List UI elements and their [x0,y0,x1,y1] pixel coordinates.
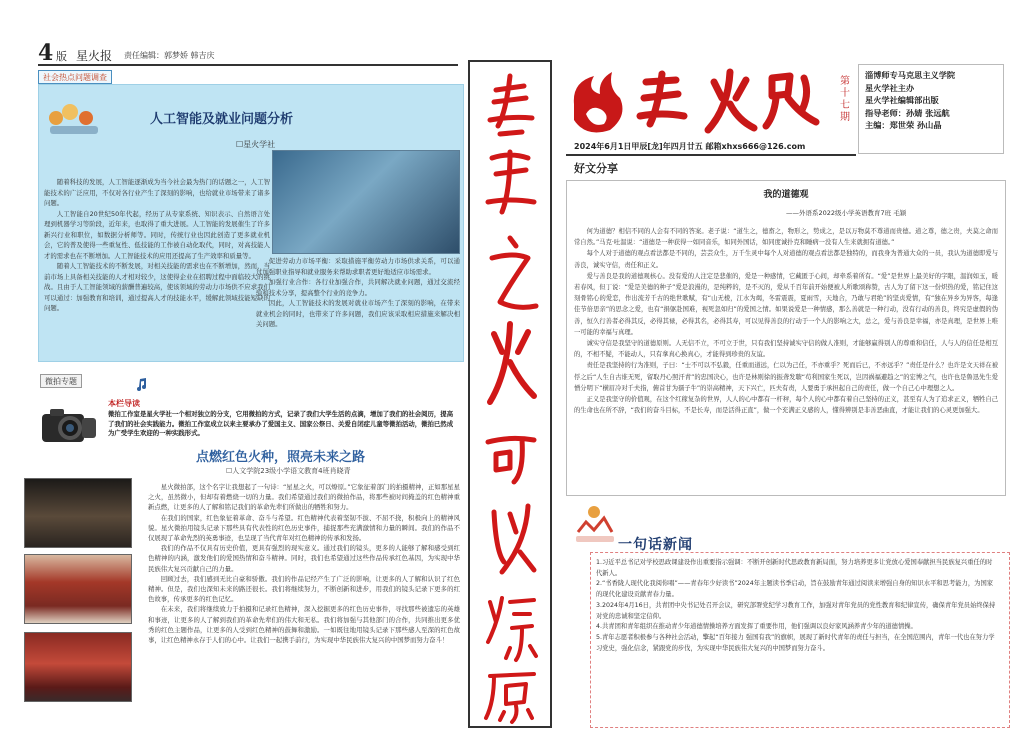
museum-photo-2 [24,554,132,624]
museum-photo-3 [24,632,132,702]
page-number: 4 [38,40,54,66]
left-page-header [38,40,458,66]
section-tag-microshoot: 微拍专题 [40,374,82,388]
ai-article-byline: ☐星火学社 [236,140,276,149]
calligraphy-brush-strokes [470,62,550,726]
paragraph: 在我们的国家，红色象征着革命、奋斗与希望。红色精神代表着坚韧不拔、不屈不挠，积极向上的精神风貌。星火微拍用镜头记录下那些具有代表性的红色历史事件，捕捉那些充满激情和力量的瞬间。我们的作品不仅展现了革命先烈的英勇事迹，也呈现了当代青年对红色精神的传承和发扬。 [148,513,460,543]
good-article-heading: 好文分享 [574,162,618,175]
workers-photo [272,150,460,254]
music-note-icon [136,378,148,392]
camera-icon [40,404,98,446]
paragraph: 人工智能自20世纪50年代起，经历了从专家系统、知识表示、自然语言处理到机器学习等阶段，近年来，也取得了重大进展。人工智能的发展催生了许多新兴行业和职位，如数据分析师等。同时，传统行业也因此创造了更多就业机会，它的普及使得一些重复性、低技能的工作被自动化取代，同时，对高技能人才的需求也在不断增加。人工智能技术的应用还提高了生产效率和质量等。 [44,209,270,260]
column-guide-text: 微拍工作室是星火学社一个相对独立的分支，它用微拍的方式，记录了我们大学生活的点滴，增加了我们的社会阅历，提高了我们的社会实践能力。微拍工作室成立以来主要承办了爱国主义、国家公祭日、关爱自闭症儿童等微拍活动，微拍已然成为广受学生欢迎的一种实践形式。 [108,410,454,437]
essay-title: 我的道德观 [763,190,809,200]
paragraph: 在未来，我们将继续致力于拍摄和记录红色精神，深入挖掘更多的红色历史事件，寻找那些被遗忘的英雄和事迹，让更多的人了解到我们的革命先辈们的伟大和无私。我们将加强与其他部门的合作，共同推出更多优秀的红色主题作品，让更多的人受到红色精神的鼓舞和激励。一如既往地用镜头记录下那些感人至深的红色故事，让红色精神永存于人们的心中。让我们一起携手前行，为实现中华民族伟大复兴的中国梦而努力奋斗！ [148,605,460,645]
paragraph: 随着人工智能技术的不断发展，对相关技能的需求也在不断增加，然而，当前市场上具备相关技能的人才相对较少，这使得企业在招聘过程中面临较大的挑战。且由于人工智能领域的薪酬普遍较高，使该领域的劳动力市场供不应求我们可以通过：加强教育和培训，通过提高人才的技能水平，缓解此领域技能短缺的问题。 [44,262,270,312]
ai-article-column-2 [256,256,460,356]
editors: 责任编辑：郭梦娇 韩吉庆 [124,51,215,60]
issue-number: 第十七期 [840,76,850,123]
paragraph: 责任是我坚持的行为准则，子曰：“士不可以不弘毅，任重而道远，仁以为己任，不亦重乎？死而后已，不亦远乎？”责任是什么？也许是文天祥在被俘之后“人生自古谁无死，留取丹心照汗青”的忠国决心，也许是林则徐的振聋发聩“苟利国家生死以，岂因祸福避趋之”的宏博之气，也许也是鲁迅先生爱憎分明下“横眉冷对千夫指，俯首甘为孺子牛”的崇高精神，天下兴亡，匹夫有责，人要勇于承担起自己的责任，做一个自己心中理想之人。 [574,362,998,392]
date-email-line: 2024年6月1日甲辰[龙]年四月廿五 邮箱xhxs666@126.com [574,142,806,151]
section-tag-social: 社会热点问题调查 [38,70,112,84]
paragraph: 促进劳动力市场平衡：采取措施平衡劳动力市场供求关系，可以通过加强职业指导和就业服务来帮助求职者更好地适应市场需求。 [256,257,460,276]
paragraph: 正义是我坚守的价值观，在这个红稼复杂的世界，人人的心中都有一杆秤，每个人的心中都有着自己坚持的正义，甚至有人为了追求正义，牺牲自己的生命也在所不辞，“我们的奋斗目标，不是长寿，而是活得正直”，做一个充满正义感的人，懂得辨别是非善恶曲直，才能让我们的心灵更加强大。 [574,396,998,415]
paragraph: 因此，人工智能技术的发展对就业市场产生了深刻的影响，在带来就业机会的同时，也带来了许多问题，我们应该采取相应措施来解决相关问题。 [256,299,460,328]
red-fire-article-title: 点燃红色火种，照亮未来之路 [196,450,366,465]
page-label: 版 [56,50,67,63]
ai-article-title: 人工智能及就业问题分析 [150,112,294,127]
divider [566,154,856,156]
info-line: 星火学社主办 [865,82,915,93]
paper-name: 星火报 [76,49,113,63]
paragraph: 我们的作品不仅具有历史价值，更具有强烈的现实意义。通过我们的镜头，更多的人能够了解和感受到红色精神的内涵，激发他们的爱国热情和奋斗精神。同时，我们也希望通过这些作品传承红色基因，为实现中华民族伟大复兴贡献自己的力量。 [148,544,460,573]
news-item: 4.共青团和青年组织在推动青少年道德情操培养方面发挥了重要作用，他们强调以良好家风涵养青少年的道德情操。 [596,623,917,631]
paragraph: 加强行业合作：各行业加强合作，共同解决就业问题，通过交流经验和技术分享，提高整个行业的竞争力。 [256,278,460,297]
news-decoration-icon [572,502,618,552]
paragraph: 回顾过去，我们感到无比自豪和骄傲。我们的作品记经产生了广泛的影响，让更多的人了解和认识了红色精神。但是，我们也深知未来的路还很长。我们将继续努力，不断创新和进步，用我们的镜头记录下更多的红色故事，传承更多的红色记忆。 [148,574,460,604]
news-item: 2.“书香陇人现代化我阅你唱”——青春年少好读书”2024年主题读书季启动，旨在鼓励青年通过阅读来增强自身的知识水平和思考能力，为国家的现代化建设贡献青春力量。 [596,580,994,599]
paragraph: 何为道德？相信不同的人会有不同的答案。老子说：“道生之，德畜之，物形之，势成之，是以万物莫不尊道而贵德。道之尊，德之贵，夫莫之命而常自然。”马克·吐温说：“道德是一种获得一如同音乐，如同外国话，如同度诚扑克和睡病一没有人生来就拥有道德。” [574,228,998,247]
column-guide-label: 本栏导读 [108,399,140,408]
essay-body [574,226,998,492]
masthead-logo [566,64,836,142]
paragraph: 每个人对于道德的观点看法都是不同的，芸芸众生，万千生灵中每个人对道德的观点看法都是独特的，而我身为普通大众的一员，我认为道德即爱与善良，诚实守信，责任和正义。 [574,250,998,269]
news-item: 3.2024年4月16日，共青团中央书记处召开会议，研究部署党纪学习教育工作，加强对青年党员的党性教育和纪律宣传，确保青年党员始终保持对党的忠诚和坚定信仰。 [596,601,996,620]
ai-article-column-1 [44,177,270,357]
ai-illustration-icon [42,96,106,138]
museum-photo-1 [24,478,132,548]
publisher-info-box [858,64,1004,154]
paragraph: 诚实守信是我坚守的道德原则。人无信不立，不可立于世，只有我们坚持诚实守信的做人准则，才能够赢得别人的尊重和信任，人与人的信任是相互的，不相不疑，不能动人，只有拿真心换真心，才能得到珍贵的友谊。 [574,340,998,359]
info-line: 指导老师：孙婧 张远航 [865,107,950,118]
essay-author: ——外语系2022级小学英语教育7班 毛颖 [786,209,907,217]
info-line: 淄博师专马克思主义学院 [865,70,956,80]
info-line: 星火学社编辑部出版 [865,95,939,105]
one-sentence-news-heading: 一句话新闻 [618,537,693,553]
paragraph: 爱与善良是我的道德观核心。没有爱的人注定是悲催的，爱是一种感情，它藏匿于心间，却牵系着所有。“爱”是世界上最美好的字眼，温润如玉，暖若春风，但丁说：“爱是美德的种子”爱是浪漫的，是纯粹的，是不灭的，爱从千百年前开始便被人所歌颂称赞，古人为了留下这一份炽热的爱，铭记住这刻骨铭心的爱恋，作出流芳千古的绝世歌赋，有“山无棱，江水为竭，冬雷震震，夏雨雪，天地合，乃敢与君绝”的坚贞爱情，有“独在异乡为异客，每逢佳节倍思亲”的思念之爱，也有“捐躯赴国难，视死忽如归”的爱国之情。如果说爱是一种情感，那么善就是一种行动，没有行动的善良，终究是虚假的伪善，恒久行善者必得其反，必得其禄，必得其名，必得其寿，可以见得善良的行动于一个人的影响之大，总之，爱与善良是幸福，亦是真理，是世界上唯一可能的幸福与真理。 [574,272,998,336]
paragraph: 星火微拍部，这个名字让我想起了一句诗：“星星之火，可以燎原。”它象征着部门的拍摄精神，正如那星星之火，虽然微小，但却有着燃烧一切的力量。我们希望通过我们的微拍作品，将那些被时间掩盖的红色精神重新点燃，让更多的人了解和铭记我们的革命先辈们所做出的牺牲和努力。 [148,483,460,512]
news-item: 1.习近平总书记对学校思政课建设作出重要指示强调：不断开创新时代思政教育新局面，努力培养更多让党放心爱国奉献担当民族复兴重任的时代新人。 [596,559,993,577]
news-item: 5.青年志愿者积极参与各种社会活动，擎起“百年接力 强国有我”的旗帜，展现了新时代青年的责任与担当，在全国范围内，青年一代也在努力学习党史，强化信念，紧跟党的步伐，为实现中华民族伟大复兴的中国梦而努力奋斗。 [596,633,995,652]
red-fire-article-byline: ☐人文学院23级小学语文教育4班肖晓青 [226,467,351,475]
red-fire-article-body [148,482,460,712]
info-line: 主编：郑世荣 孙山晶 [865,120,942,130]
news-list [596,558,998,726]
paragraph: 随着科技的发展，人工智能逐渐成为当今社会最为热门的话题之一，人工智能技术的广泛应用，不仅对各行业产生了深刻的影响，也给就业市场带来了诸多问题。 [44,178,270,207]
